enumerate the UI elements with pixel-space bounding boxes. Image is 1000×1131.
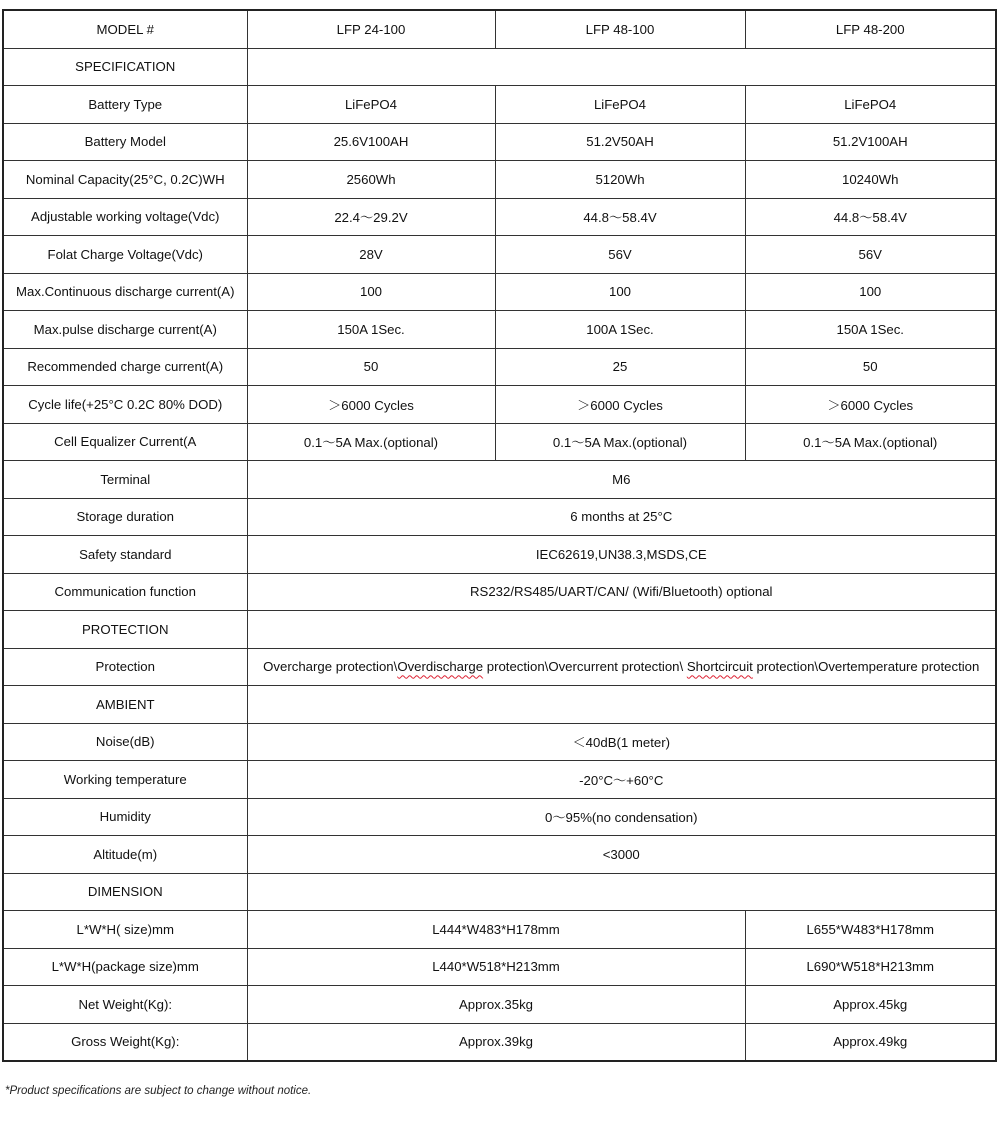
footnote: *Product specifications are subject to change without notice.: [5, 1085, 312, 1097]
row-label: Cell Equalizer Current(A: [3, 423, 247, 461]
section-title: SPECIFICATION: [3, 48, 247, 86]
cell-value: 28V: [247, 236, 495, 274]
section-row-specification: [3, 48, 996, 86]
table-row: [3, 423, 996, 461]
cell-value: ＞6000 Cycles: [745, 386, 996, 424]
row-label: Max.pulse discharge current(A): [3, 311, 247, 349]
cell-value: Approx.35kg: [247, 986, 745, 1024]
cell-value: 0.1～5A Max.(optional): [495, 423, 745, 461]
row-label: Protection: [3, 648, 247, 686]
cell-value: 50: [745, 348, 996, 386]
table-row: [3, 761, 996, 799]
section-row-protection: [3, 611, 996, 649]
row-label: Communication function: [3, 573, 247, 611]
cell-value: ＞6000 Cycles: [247, 386, 495, 424]
cell-value: 56V: [745, 236, 996, 274]
model-name: LFP 48-200: [745, 10, 996, 48]
cell-value: M6: [247, 461, 996, 499]
cell-value: <3000: [247, 836, 996, 874]
cell-value: 51.2V50AH: [495, 123, 745, 161]
cell-value: Approx.45kg: [745, 986, 996, 1024]
protection-list: [247, 648, 996, 686]
table-row: [3, 86, 996, 124]
section-title: PROTECTION: [3, 611, 247, 649]
table-row: [3, 311, 996, 349]
cell-value: 44.8～58.4V: [745, 198, 996, 236]
cell-value: ＜40dB(1 meter): [247, 723, 996, 761]
protection-text: Overcharge protection\: [263, 659, 398, 675]
section-title: AMBIENT: [3, 686, 247, 724]
row-label: Cycle life(+25°C 0.2C 80% DOD): [3, 386, 247, 424]
cell-value: 25.6V100AH: [247, 123, 495, 161]
table-row: [3, 1023, 996, 1061]
section-spacer: [247, 873, 996, 911]
row-label: Working temperature: [3, 761, 247, 799]
row-label: Adjustable working voltage(Vdc): [3, 198, 247, 236]
cell-value: L655*W483*H178mm: [745, 911, 996, 949]
row-label: Gross Weight(Kg):: [3, 1023, 247, 1061]
section-row-ambient: [3, 686, 996, 724]
cell-value: L444*W483*H178mm: [247, 911, 745, 949]
table-row: [3, 911, 996, 949]
table-row: [3, 798, 996, 836]
table-row: [3, 348, 996, 386]
model-name: LFP 24-100: [247, 10, 495, 48]
table-row: [3, 723, 996, 761]
cell-value: 150A 1Sec.: [745, 311, 996, 349]
table-row: [3, 198, 996, 236]
cell-value: Approx.39kg: [247, 1023, 745, 1061]
row-label: Battery Model: [3, 123, 247, 161]
row-label: L*W*H(package size)mm: [3, 948, 247, 986]
table-row: [3, 648, 996, 686]
row-label: Altitude(m): [3, 836, 247, 874]
spellcheck-word: Overdischarge: [397, 659, 484, 675]
cell-value: 51.2V100AH: [745, 123, 996, 161]
table-row: [3, 273, 996, 311]
protection-text: protection\Overcurrent protection\: [483, 659, 687, 675]
section-spacer: [247, 611, 996, 649]
row-label: Folat Charge Voltage(Vdc): [3, 236, 247, 274]
row-label: Storage duration: [3, 498, 247, 536]
row-label: Noise(dB): [3, 723, 247, 761]
cell-value: LiFePO4: [495, 86, 745, 124]
table-row: [3, 123, 996, 161]
cell-value: LiFePO4: [745, 86, 996, 124]
cell-value: 0～95%(no condensation): [247, 798, 996, 836]
row-label: Nominal Capacity(25°C, 0.2C)WH: [3, 161, 247, 199]
cell-value: Approx.49kg: [745, 1023, 996, 1061]
table-row: [3, 498, 996, 536]
cell-value: 100: [495, 273, 745, 311]
table-row: [3, 461, 996, 499]
model-name: LFP 48-100: [495, 10, 745, 48]
cell-value: L690*W518*H213mm: [745, 948, 996, 986]
row-label: Net Weight(Kg):: [3, 986, 247, 1024]
cell-value: 56V: [495, 236, 745, 274]
cell-value: 25: [495, 348, 745, 386]
spellcheck-word: Shortcircuit: [686, 659, 753, 675]
row-label: Terminal: [3, 461, 247, 499]
table-row: [3, 536, 996, 574]
row-label: Battery Type: [3, 86, 247, 124]
table-row: [3, 573, 996, 611]
cell-value: L440*W518*H213mm: [247, 948, 745, 986]
section-title: DIMENSION: [3, 873, 247, 911]
table-row: [3, 948, 996, 986]
cell-value: 44.8～58.4V: [495, 198, 745, 236]
row-label: Safety standard: [3, 536, 247, 574]
cell-value: IEC62619,UN38.3,MSDS,CE: [247, 536, 996, 574]
model-label: MODEL #: [3, 10, 247, 48]
cell-value: 22.4～29.2V: [247, 198, 495, 236]
cell-value: LiFePO4: [247, 86, 495, 124]
table-row: [3, 986, 996, 1024]
table-row: [3, 386, 996, 424]
section-spacer: [247, 686, 996, 724]
cell-value: ＞6000 Cycles: [495, 386, 745, 424]
cell-value: -20°C～+60°C: [247, 761, 996, 799]
table-row: [3, 836, 996, 874]
cell-value: 0.1～5A Max.(optional): [247, 423, 495, 461]
cell-value: 0.1～5A Max.(optional): [745, 423, 996, 461]
cell-value: 150A 1Sec.: [247, 311, 495, 349]
cell-value: RS232/RS485/UART/CAN/ (Wifi/Bluetooth) optional: [247, 573, 996, 611]
cell-value: 100A 1Sec.: [495, 311, 745, 349]
cell-value: 100: [745, 273, 996, 311]
table-row: [3, 161, 996, 199]
cell-value: 100: [247, 273, 495, 311]
row-label: Recommended charge current(A): [3, 348, 247, 386]
section-spacer: [247, 48, 996, 86]
section-row-dimension: [3, 873, 996, 911]
model-header-row: [3, 10, 996, 48]
spec-table: [2, 9, 997, 1062]
cell-value: 50: [247, 348, 495, 386]
cell-value: 5120Wh: [495, 161, 745, 199]
cell-value: 2560Wh: [247, 161, 495, 199]
row-label: Humidity: [3, 798, 247, 836]
cell-value: 6 months at 25°C: [247, 498, 996, 536]
row-label: Max.Continuous discharge current(A): [3, 273, 247, 311]
cell-value: 10240Wh: [745, 161, 996, 199]
table-row: [3, 236, 996, 274]
protection-text: protection\Overtemperature protection: [752, 659, 980, 675]
row-label: L*W*H( size)mm: [3, 911, 247, 949]
